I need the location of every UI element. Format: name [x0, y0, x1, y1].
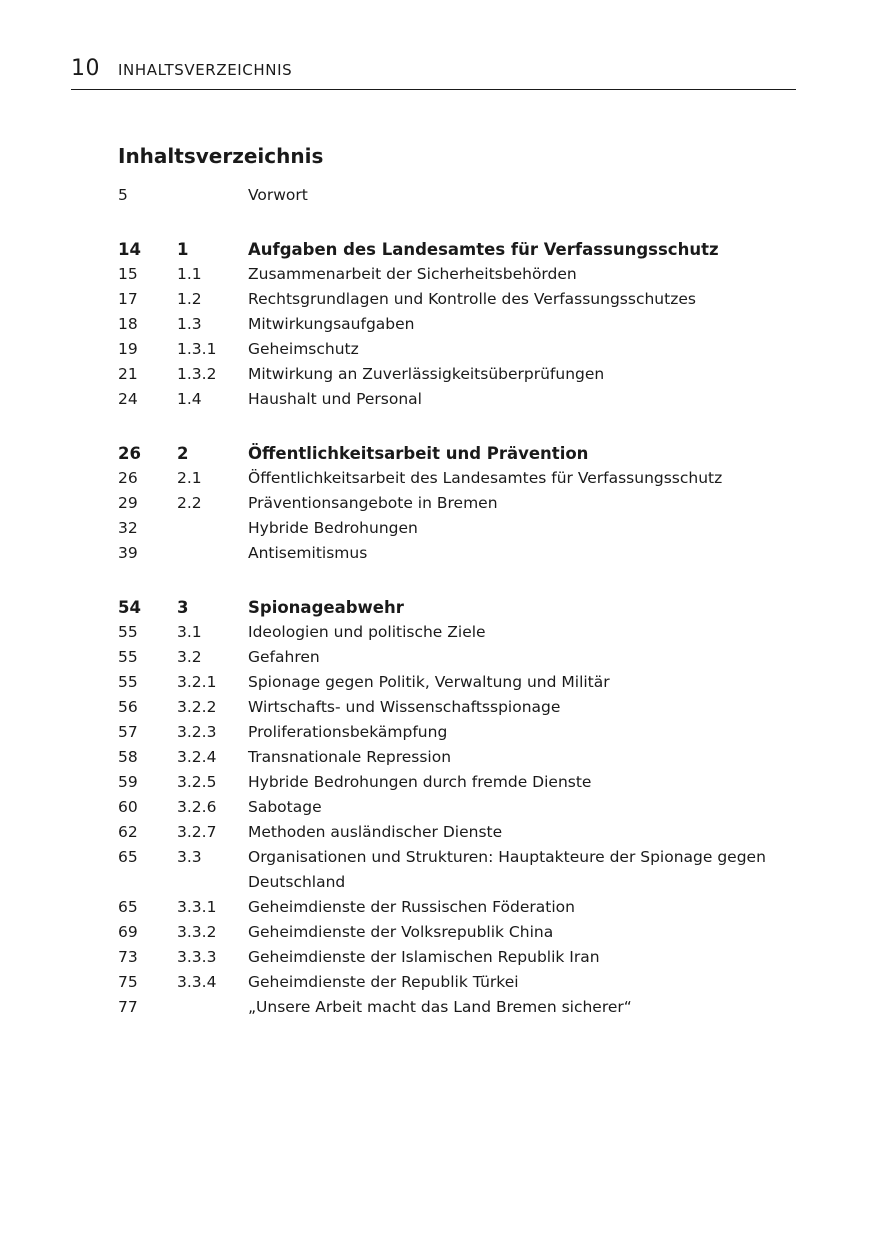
toc-page-number: 15	[118, 265, 138, 283]
toc-page-number: 55	[118, 648, 138, 666]
toc-entry[interactable]	[118, 362, 798, 387]
toc-entry-title: Gefahren	[248, 648, 320, 666]
toc-page-number: 59	[118, 773, 138, 791]
toc-entry[interactable]	[118, 262, 798, 287]
toc-entry-title: Transnationale Repression	[248, 748, 452, 766]
toc-section-number: 2.2	[177, 494, 202, 512]
toc-entry[interactable]	[118, 970, 798, 995]
toc-page-number: 77	[118, 998, 138, 1016]
toc-entry[interactable]	[118, 845, 798, 895]
toc-page-number: 21	[118, 365, 138, 383]
toc-page-number: 5	[118, 186, 128, 204]
toc-entry[interactable]	[118, 795, 798, 820]
toc-entry-title: Haushalt und Personal	[248, 390, 422, 408]
toc-section-number: 3.1	[177, 623, 202, 641]
toc-section-number: 3	[177, 598, 189, 617]
toc-page-number: 26	[118, 444, 141, 463]
toc-page-number: 62	[118, 823, 138, 841]
toc-section-number: 1.4	[177, 390, 202, 408]
toc-entry[interactable]	[118, 995, 798, 1020]
toc-entry-title: Spionageabwehr	[248, 598, 404, 617]
toc-entry-title: Wirtschafts- und Wissenschaftsspionage	[248, 698, 561, 716]
toc-section-number: 2.1	[177, 469, 202, 487]
toc-page-number: 26	[118, 469, 138, 487]
toc-entry[interactable]	[118, 541, 798, 566]
toc-entry-title: Aufgaben des Landesamtes für Verfassungsschutz	[248, 240, 719, 259]
toc-entry-title: Öffentlichkeitsarbeit und Prävention	[248, 444, 589, 463]
toc-entry-title: Sabotage	[248, 798, 322, 816]
toc-page-number: 60	[118, 798, 138, 816]
toc-entry-title: Mitwirkung an Zuverlässigkeitsüberprüfungen	[248, 365, 605, 383]
toc-entry[interactable]	[118, 720, 798, 745]
toc-title: Inhaltsverzeichnis	[118, 144, 324, 168]
toc-entry-title: Hybride Bedrohungen durch fremde Dienste	[248, 773, 592, 791]
toc-section-number: 1.3.1	[177, 340, 217, 358]
toc-entry[interactable]	[118, 770, 798, 795]
table-of-contents	[118, 142, 798, 1020]
toc-entry-title: Ideologien und politische Ziele	[248, 623, 486, 641]
toc-page-number: 57	[118, 723, 138, 741]
toc-section-number: 1.1	[177, 265, 202, 283]
toc-entry-title: Methoden ausländischer Dienste	[248, 823, 503, 841]
toc-entry-title: Spionage gegen Politik, Verwaltung und Militär	[248, 673, 610, 691]
toc-section-number: 3.3	[177, 848, 202, 866]
running-head	[71, 56, 796, 90]
toc-entry[interactable]	[118, 491, 798, 516]
toc-page-number: 24	[118, 390, 138, 408]
toc-page-number: 73	[118, 948, 138, 966]
toc-page-number: 65	[118, 848, 138, 866]
toc-page-number: 19	[118, 340, 138, 358]
toc-entry-title: Geheimdienste der Russischen Föderation	[248, 898, 575, 916]
toc-page-number: 56	[118, 698, 138, 716]
toc-section-number: 3.2.3	[177, 723, 217, 741]
toc-page-number: 55	[118, 673, 138, 691]
toc-page-number: 17	[118, 290, 138, 308]
toc-page-number: 69	[118, 923, 138, 941]
toc-entry[interactable]	[118, 337, 798, 362]
toc-section-number: 3.2.4	[177, 748, 217, 766]
toc-entry-title: Antisemitismus	[248, 544, 368, 562]
toc-entry[interactable]	[118, 312, 798, 337]
toc-entry[interactable]	[118, 287, 798, 312]
toc-groups	[118, 183, 798, 1020]
toc-entry[interactable]	[118, 695, 798, 720]
toc-section-number: 3.2.7	[177, 823, 217, 841]
toc-entry[interactable]	[118, 466, 798, 491]
toc-entry[interactable]	[118, 387, 798, 412]
toc-entry[interactable]	[118, 820, 798, 845]
running-title: INHALTSVERZEICHNIS	[118, 61, 293, 79]
toc-section-number: 3.2.5	[177, 773, 217, 791]
toc-page-number: 65	[118, 898, 138, 916]
toc-page-number: 58	[118, 748, 138, 766]
page-number: 10	[71, 56, 100, 81]
toc-entry-title: Mitwirkungsaufgaben	[248, 315, 415, 333]
toc-section-number: 3.3.1	[177, 898, 217, 916]
toc-chapter-entry[interactable]	[118, 595, 798, 620]
toc-entry-title: Hybride Bedrohungen	[248, 519, 418, 537]
toc-group	[118, 441, 798, 566]
toc-entry-title: Vorwort	[248, 186, 308, 204]
toc-entry[interactable]	[118, 945, 798, 970]
toc-page-number: 75	[118, 973, 138, 991]
toc-section-number: 3.2	[177, 648, 202, 666]
toc-page-number: 32	[118, 519, 138, 537]
toc-entry[interactable]	[118, 183, 798, 208]
toc-group	[118, 595, 798, 1020]
toc-section-number: 1	[177, 240, 189, 259]
toc-section-number: 2	[177, 444, 189, 463]
toc-entry-title: Zusammenarbeit der Sicherheitsbehörden	[248, 265, 577, 283]
toc-entry-title: Proliferationsbekämpfung	[248, 723, 448, 741]
toc-entry[interactable]	[118, 516, 798, 541]
toc-section-number: 3.3.3	[177, 948, 217, 966]
toc-section-number: 1.2	[177, 290, 202, 308]
toc-entry-title: Rechtsgrundlagen und Kontrolle des Verfassungsschutzes	[248, 290, 696, 308]
toc-section-number: 1.3	[177, 315, 202, 333]
toc-entry-title: „Unsere Arbeit macht das Land Bremen sicherer“	[248, 998, 632, 1016]
toc-section-number: 3.2.1	[177, 673, 217, 691]
toc-section-number: 3.2.6	[177, 798, 217, 816]
toc-entry[interactable]	[118, 620, 798, 645]
toc-page-number: 39	[118, 544, 138, 562]
toc-section-number: 3.2.2	[177, 698, 217, 716]
toc-page-number: 18	[118, 315, 138, 333]
toc-page-number: 29	[118, 494, 138, 512]
toc-page-number: 14	[118, 240, 141, 259]
toc-entry[interactable]	[118, 895, 798, 920]
toc-entry[interactable]	[118, 920, 798, 945]
toc-entry-title: Geheimschutz	[248, 340, 359, 358]
toc-group	[118, 183, 798, 208]
toc-chapter-entry[interactable]	[118, 441, 798, 466]
toc-page-number: 54	[118, 598, 141, 617]
toc-section-number: 3.3.2	[177, 923, 217, 941]
toc-page-number: 55	[118, 623, 138, 641]
toc-entry-title: Öffentlichkeitsarbeit des Landesamtes für Verfassungsschutz	[248, 469, 723, 487]
toc-entry[interactable]	[118, 745, 798, 770]
toc-entry-title: Geheimdienste der Volksrepublik China	[248, 923, 554, 941]
toc-section-number: 3.3.4	[177, 973, 217, 991]
toc-entry-title: Geheimdienste der Republik Türkei	[248, 973, 519, 991]
toc-group	[118, 237, 798, 412]
toc-section-number: 1.3.2	[177, 365, 217, 383]
toc-chapter-entry[interactable]	[118, 237, 798, 262]
toc-entry-title: Geheimdienste der Islamischen Republik Iran	[248, 948, 600, 966]
toc-entry[interactable]	[118, 645, 798, 670]
toc-entry-title: Präventionsangebote in Bremen	[248, 494, 498, 512]
toc-entry[interactable]	[118, 670, 798, 695]
toc-entry-title: Organisationen und Strukturen: Hauptakteure der Spionage gegen Deutschland	[248, 848, 766, 891]
